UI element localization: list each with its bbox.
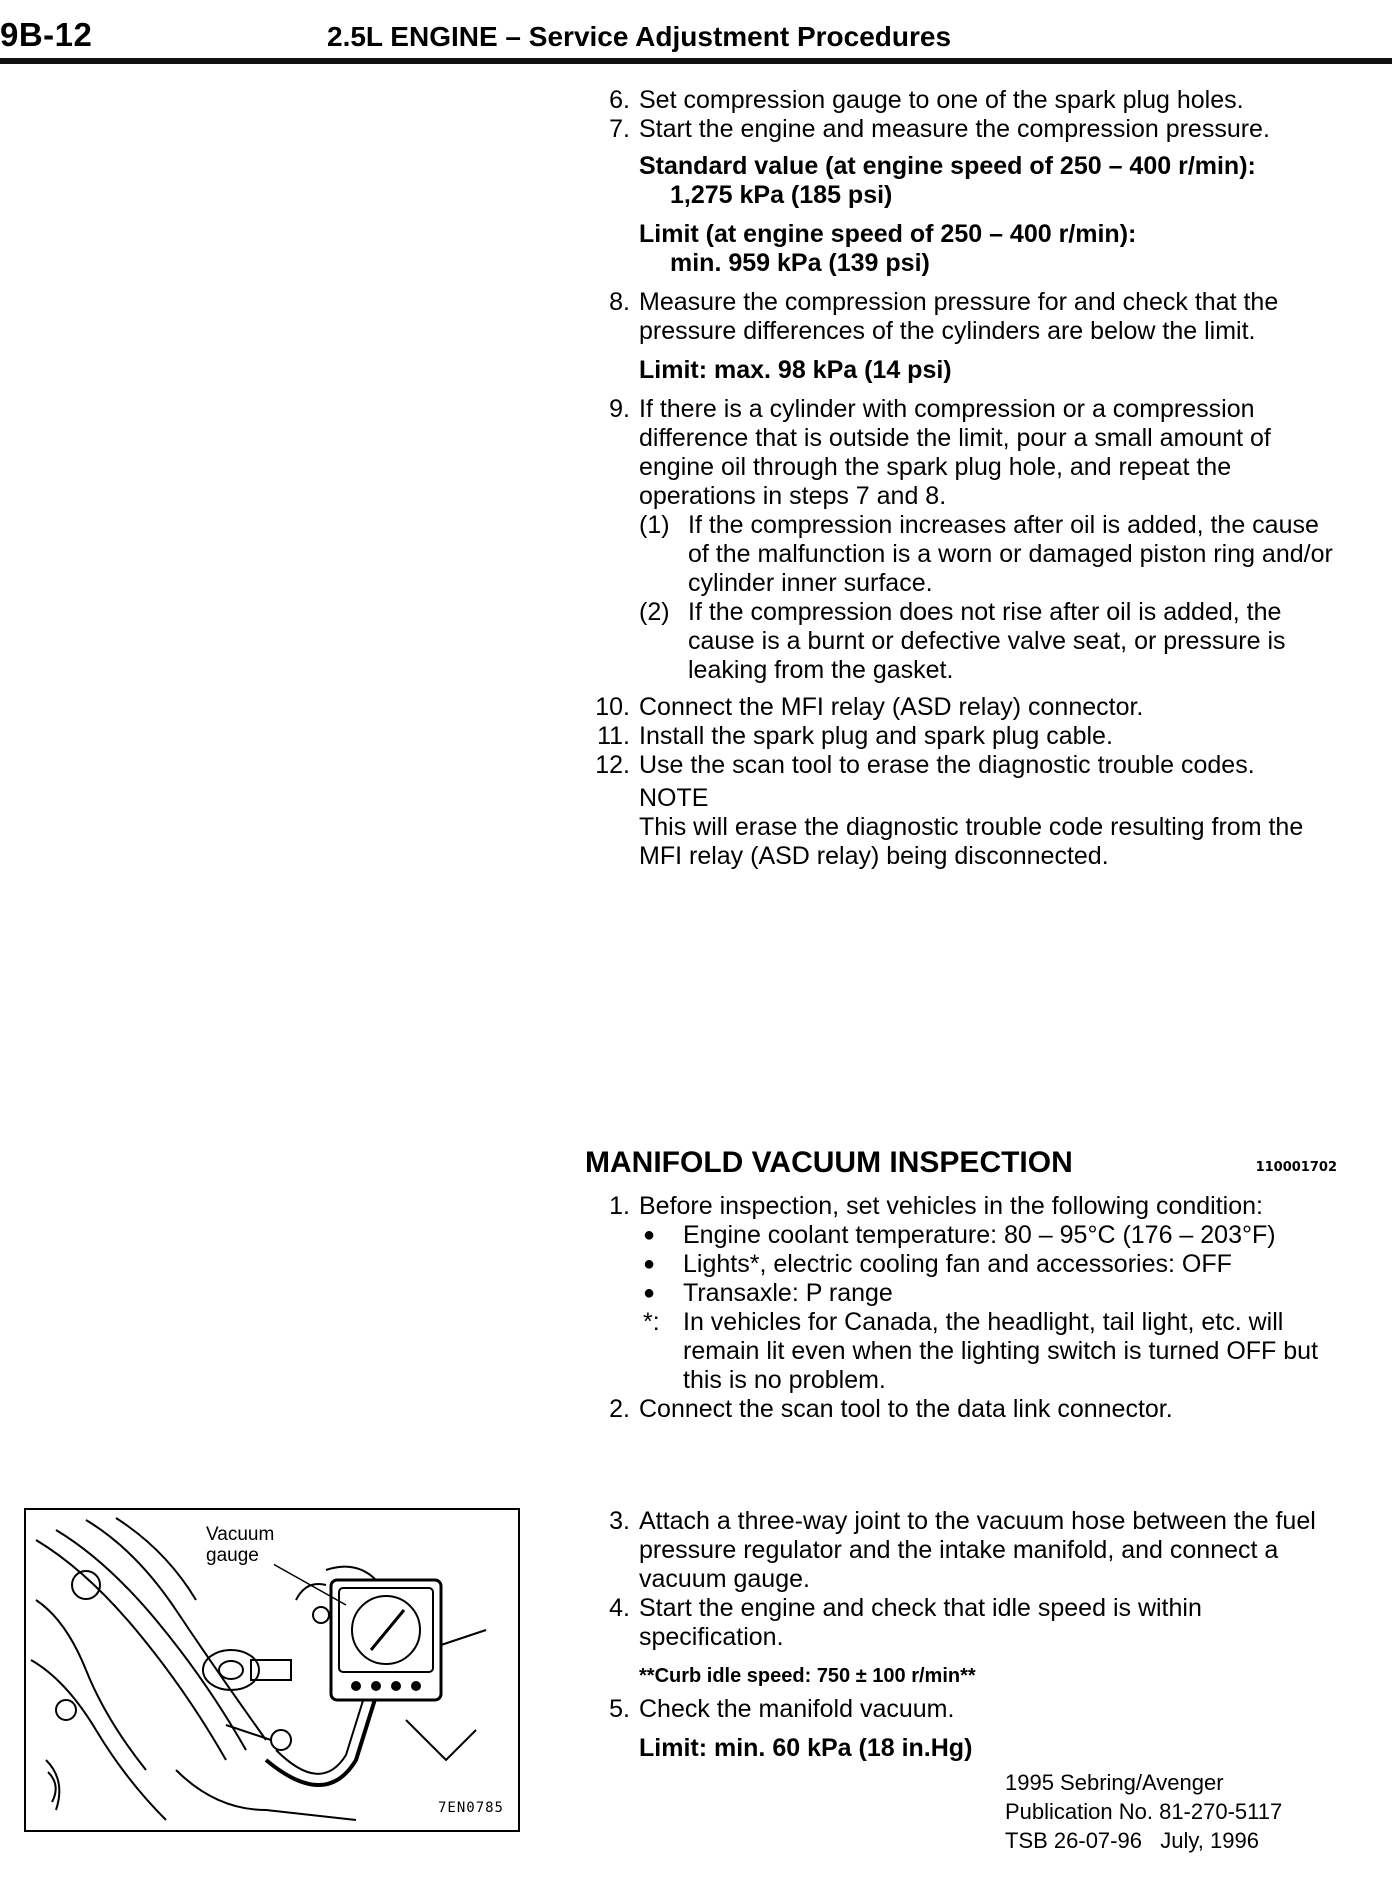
bullet-text: Engine coolant temperature: 80 – 95°C (176 – 203°F) — [683, 1221, 1276, 1249]
vacuum-gauge-figure — [24, 1508, 520, 1832]
spec-value: 1,275 kPa (185 psi) — [670, 181, 893, 209]
step-7 — [580, 115, 1340, 144]
note-text: This will erase the diagnostic trouble code resulting from the MFI relay (ASD relay) being disconnected. — [639, 813, 1304, 870]
sub-item-1 — [580, 511, 1340, 598]
bullet-icon: ● — [643, 1253, 656, 1275]
sub-text: If the compression does not rise after oil is added, the cause is a burnt or defective valve seat, or pressure is leaking from the gasket. — [688, 598, 1286, 684]
step-10 — [580, 693, 1340, 722]
step-text: Start the engine and measure the compression pressure. — [639, 115, 1270, 143]
bullet-text: Transaxle: P range — [683, 1279, 893, 1307]
spec-value: min. 959 kPa (139 psi) — [670, 249, 930, 277]
step-text: Connect the scan tool to the data link connector. — [639, 1395, 1173, 1423]
bullet-text: Lights*, electric cooling fan and accessories: OFF — [683, 1250, 1232, 1278]
vacuum-limit-spec: Limit: min. 60 kPa (18 in.Hg) — [639, 1734, 973, 1762]
curb-idle-spec: **Curb idle speed: 750 ± 100 r/min** — [639, 1665, 976, 1687]
sub-item-2 — [580, 598, 1340, 685]
step-number: 9. — [609, 395, 630, 423]
footer-line: 1995 Sebring/Avenger — [1005, 1770, 1224, 1795]
step-text: Attach a three-way joint to the vacuum hose between the fuel pressure regulator and the intake manifold, and connect a vacuum gauge. — [639, 1507, 1316, 1593]
sub-number: (1) — [639, 511, 670, 539]
label-line: gauge — [206, 1545, 259, 1566]
header-rule — [0, 58, 1392, 64]
condition-bullet — [580, 1221, 1340, 1250]
step-number: 2. — [609, 1395, 630, 1423]
page-title — [327, 21, 951, 53]
step-8 — [580, 288, 1340, 346]
step-number: 11. — [597, 722, 630, 750]
step-12 — [580, 751, 1340, 780]
page-footer — [1005, 1768, 1282, 1855]
vacuum-step-1 — [580, 1192, 1340, 1221]
step-9 — [580, 395, 1340, 511]
gauge-icon — [331, 1580, 441, 1700]
difference-limit-spec: Limit: max. 98 kPa (14 psi) — [639, 356, 952, 384]
step-number: 7. — [609, 115, 630, 143]
limit-spec — [580, 220, 1340, 278]
label-line: Vacuum — [206, 1524, 275, 1545]
title-main: 2.5L ENGINE — [327, 21, 498, 52]
section-code: 110001702 — [1255, 1160, 1337, 1175]
step-number: 8. — [609, 288, 630, 316]
figure-label — [206, 1524, 274, 1566]
section-title-text: MANIFOLD VACUUM INSPECTION — [585, 1146, 1073, 1179]
spec-label: Standard value (at engine speed of 250 – 400 r/min): — [639, 152, 1256, 180]
step-number: 10. — [595, 693, 630, 721]
title-sub: Service Adjustment Procedures — [528, 21, 952, 52]
step-text: Measure the compression pressure for and check that the pressure differences of the cylinders are below the limit. — [639, 288, 1279, 345]
page-code: 9B-12 — [0, 16, 93, 53]
step-text: Check the manifold vacuum. — [639, 1695, 955, 1723]
step-text: Use the scan tool to erase the diagnostic trouble codes. — [639, 751, 1255, 779]
step-text: If there is a cylinder with compression or a compression difference that is outside the limit, pour a small amount of engine oil through the spark plug hole, and repeat the operations in steps 7 and 8. — [639, 395, 1271, 510]
asterisk-mark: *: — [643, 1308, 660, 1336]
vacuum-step-3 — [580, 1507, 1340, 1594]
page-header — [0, 0, 1392, 70]
step-text: Before inspection, set vehicles in the following condition: — [639, 1192, 1263, 1220]
section-title — [585, 1146, 1337, 1180]
bullet-icon: ● — [643, 1282, 656, 1304]
condition-bullet — [580, 1250, 1340, 1279]
step-number: 3. — [609, 1507, 630, 1535]
footer-line: TSB 26-07-96 July, 1996 — [1005, 1828, 1259, 1853]
condition-bullet — [580, 1279, 1340, 1308]
step-text: Start the engine and check that idle speed is within specification. — [639, 1594, 1202, 1651]
step-number: 12. — [595, 751, 630, 779]
note-block — [580, 784, 1340, 871]
asterisk-note — [580, 1308, 1340, 1395]
figure-code: 7EN0785 — [437, 1800, 504, 1816]
step-text: Set compression gauge to one of the spark plug holes. — [639, 86, 1244, 114]
step-6 — [580, 86, 1340, 115]
footer-line: Publication No. 81-270-5117 — [1005, 1799, 1283, 1824]
vacuum-step-5 — [580, 1695, 1340, 1724]
sub-text: If the compression increases after oil is added, the cause of the malfunction is a worn or damaged piston ring and/or cylinder inner surface. — [688, 511, 1333, 597]
asterisk-text: In vehicles for Canada, the headlight, tail light, etc. will remain lit even when the lighting switch is turned OFF but this is no problem. — [683, 1308, 1319, 1394]
step-11 — [580, 722, 1340, 751]
vacuum-section-part1 — [580, 1192, 1340, 1424]
vacuum-step-4 — [580, 1594, 1340, 1652]
spec-label: Limit (at engine speed of 250 – 400 r/min): — [639, 220, 1137, 248]
bullet-icon: ● — [643, 1224, 656, 1246]
vacuum-step-2 — [580, 1395, 1340, 1424]
sub-number: (2) — [639, 598, 670, 626]
vacuum-section-part2 — [580, 1507, 1340, 1763]
step-number: 4. — [609, 1594, 630, 1622]
standard-value-spec — [580, 152, 1340, 210]
step-text: Connect the MFI relay (ASD relay) connector. — [639, 693, 1144, 721]
step-number: 5. — [609, 1695, 630, 1723]
title-dash: – — [497, 21, 529, 52]
note-label: NOTE — [639, 784, 709, 812]
compression-section — [580, 86, 1340, 871]
step-number: 6. — [609, 86, 630, 114]
step-number: 1. — [609, 1192, 630, 1220]
step-text: Install the spark plug and spark plug cable. — [639, 722, 1113, 750]
